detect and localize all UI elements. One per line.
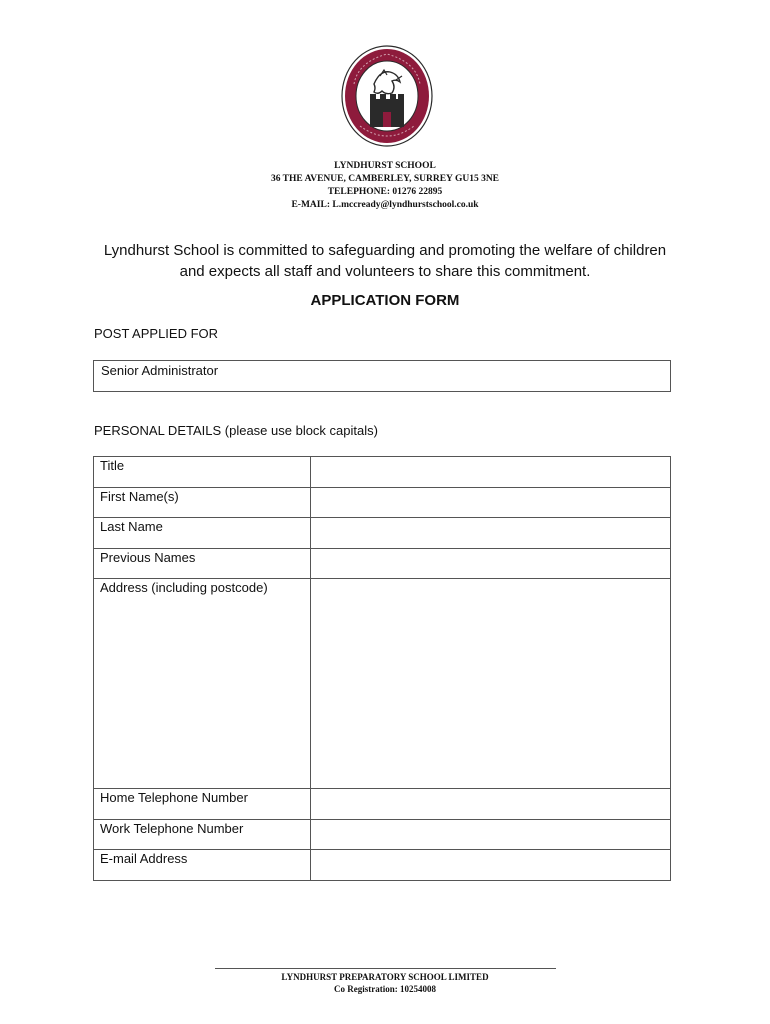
safeguarding-statement bbox=[80, 240, 690, 282]
form-title: APPLICATION FORM bbox=[310, 292, 460, 309]
personal-details-table bbox=[93, 456, 671, 881]
footer-divider bbox=[215, 968, 556, 969]
row-label: Work Telephone Number bbox=[94, 820, 311, 850]
last-name-field[interactable] bbox=[311, 518, 671, 549]
row-label: Address (including postcode) bbox=[94, 579, 311, 789]
row-label: Title bbox=[94, 457, 311, 488]
table-row bbox=[94, 789, 671, 820]
statement-line-1: Lyndhurst School is committed to safeguarding and promoting the welfare of children bbox=[103, 242, 667, 259]
table-row bbox=[94, 579, 671, 789]
address-field[interactable] bbox=[311, 579, 671, 789]
footer-company: LYNDHURST PREPARATORY SCHOOL LIMITED bbox=[281, 972, 489, 982]
row-label: First Name(s) bbox=[94, 488, 311, 518]
school-name: LYNDHURST SCHOOL bbox=[334, 161, 436, 171]
first-names-field[interactable] bbox=[311, 488, 671, 518]
school-email: E-MAIL: L.mccready@lyndhurstschool.co.uk bbox=[291, 200, 479, 210]
row-label: Last Name bbox=[94, 518, 311, 549]
previous-names-field[interactable] bbox=[311, 549, 671, 579]
table-row bbox=[94, 518, 671, 549]
post-applied-heading: POST APPLIED FOR bbox=[94, 326, 219, 341]
table-row bbox=[94, 488, 671, 518]
table-row bbox=[94, 457, 671, 488]
school-crest-logo bbox=[340, 44, 434, 148]
table-row bbox=[94, 549, 671, 579]
work-telephone-field[interactable] bbox=[311, 820, 671, 850]
statement-line-2: and expects all staff and volunteers to share this commitment. bbox=[179, 263, 591, 280]
post-applied-field[interactable] bbox=[93, 360, 671, 392]
table-row bbox=[94, 850, 671, 881]
title-field[interactable] bbox=[311, 457, 671, 488]
school-telephone: TELEPHONE: 01276 22895 bbox=[327, 187, 443, 197]
row-label: E-mail Address bbox=[94, 850, 311, 881]
table-row bbox=[94, 820, 671, 850]
footer-registration: Co Registration: 10254008 bbox=[334, 984, 436, 994]
home-telephone-field[interactable] bbox=[311, 789, 671, 820]
email-field[interactable] bbox=[311, 850, 671, 881]
row-label: Previous Names bbox=[94, 549, 311, 579]
post-applied-value: Senior Administrator bbox=[101, 363, 219, 378]
personal-details-heading: PERSONAL DETAILS (please use block capitals) bbox=[94, 423, 378, 438]
row-label: Home Telephone Number bbox=[94, 789, 311, 820]
school-address: 36 THE AVENUE, CAMBERLEY, SURREY GU15 3NE bbox=[270, 174, 500, 184]
